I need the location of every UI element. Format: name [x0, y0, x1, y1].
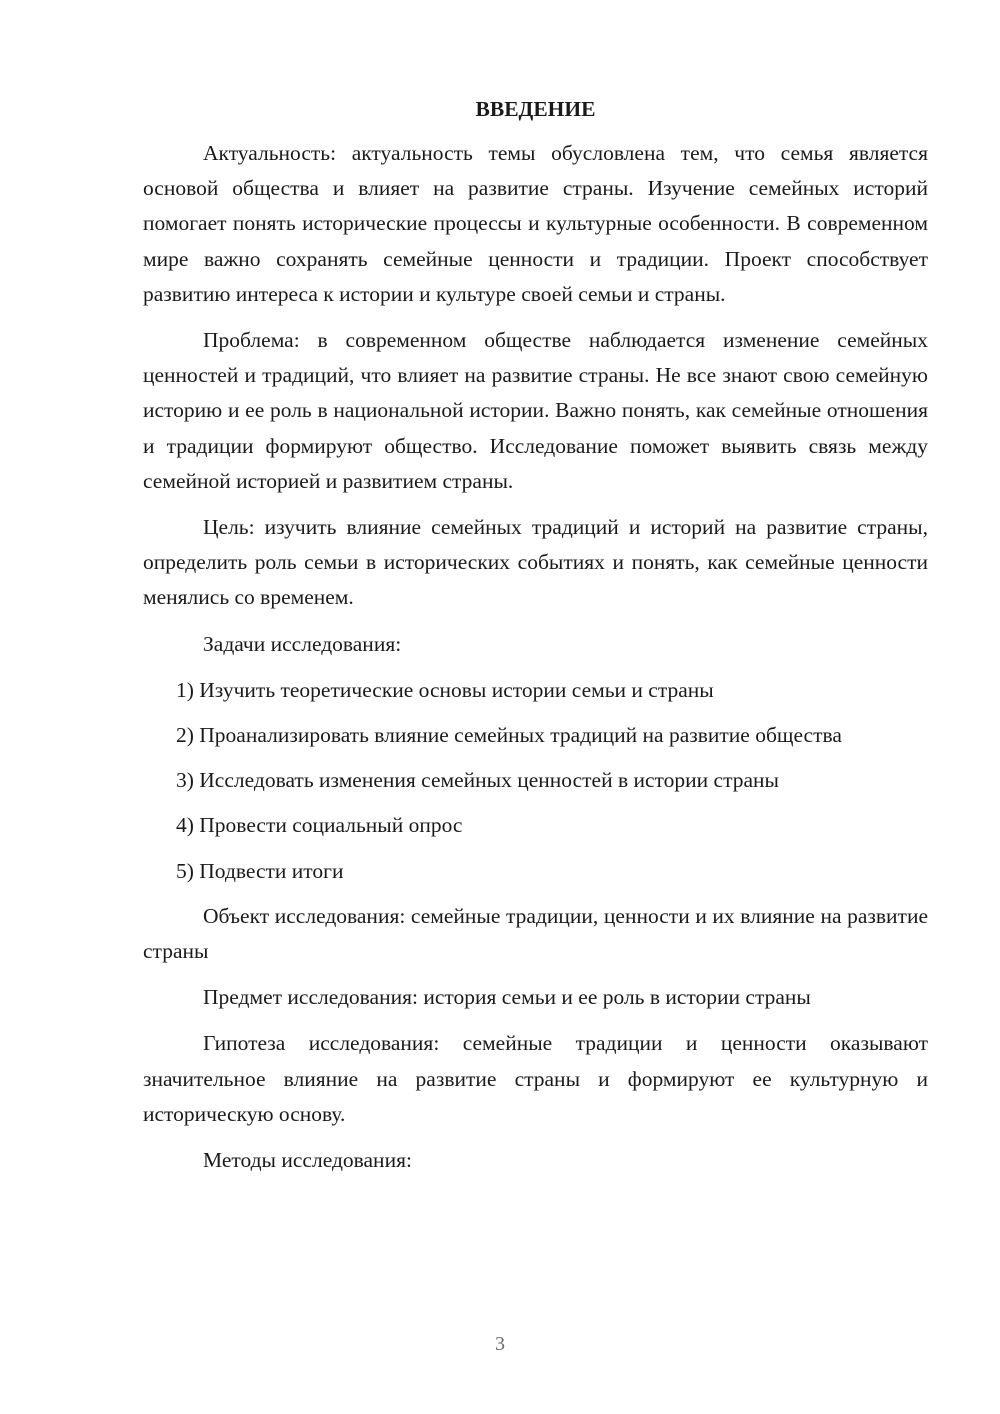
object-paragraph: Объект исследования: семейные традиции, ценности и их влияние на развитие страны — [143, 903, 928, 964]
goal-paragraph: Цель: изучить влияние семейных традиций и историй на развитие страны, определить роль семьи в исторических событиях и понять, как семейные ценности менялись со временем. — [143, 515, 928, 610]
list-item: 3) Исследовать изменения семейных ценностей в истории страны — [176, 768, 779, 793]
hypothesis-paragraph: Гипотеза исследования: семейные традиции и ценности оказывают значительное влияние на развитие страны и формируют ее культурную и историческую основу. — [143, 1031, 928, 1126]
document-page — [143, 92, 928, 1189]
list-item: 4) Провести социальный опрос — [176, 813, 463, 838]
subject-paragraph: Предмет исследования: история семьи и ее роль в истории страны — [203, 985, 811, 1010]
list-item: 5) Подвести итоги — [176, 858, 344, 883]
page-number: 3 — [495, 1333, 505, 1355]
methods-heading: Методы исследования: — [203, 1148, 412, 1173]
problem-paragraph: Проблема: в современном обществе наблюдается изменение семейных ценностей и традиций, что влияет на развитие страны. Не все знают свою семейную историю и ее роль в национальной истории. Важно понять, как семейные отношения и традиции формируют общество. Исследование поможет выявить связь между семейной историей и развитием страны. — [143, 328, 928, 493]
list-item: 1) Изучить теоретические основы истории семьи и страны — [176, 677, 714, 702]
list-item: 2) Проанализировать влияние семейных традиций на развитие общества — [176, 723, 842, 748]
tasks-heading: Задачи исследования: — [203, 631, 402, 656]
tasks-list — [143, 673, 928, 889]
relevance-paragraph: Актуальность: актуальность темы обусловлена тем, что семья является основой общества и влияет на развитие страны. Изучение семейных историй помогает понять исторические процессы и культурные особенности. В современном мире важно сохранять семейные ценности и традиции. Проект способствует развитию интереса к истории и культуре своей семьи и страны. — [143, 141, 928, 306]
section-title: ВВЕДЕНИЕ — [475, 97, 596, 121]
